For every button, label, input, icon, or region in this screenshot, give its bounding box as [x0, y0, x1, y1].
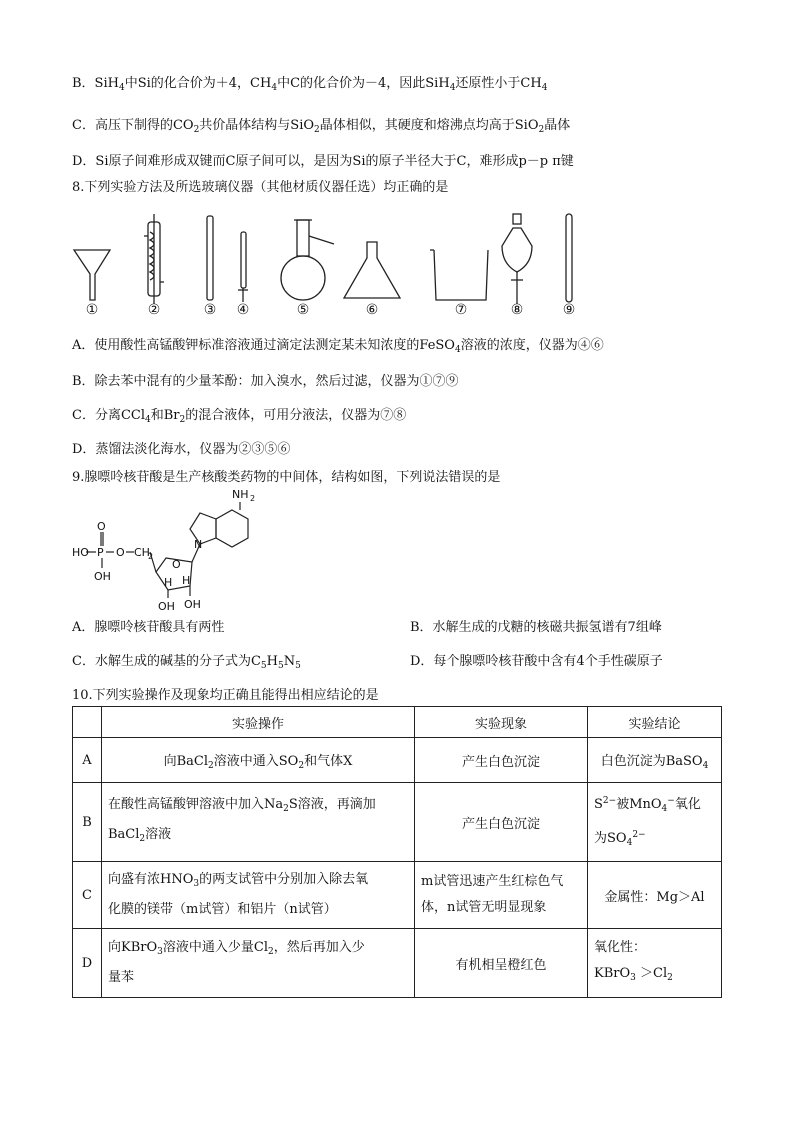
burette-icon — [238, 232, 248, 302]
distillation-flask-icon — [281, 220, 334, 300]
q8-stem: 8.下列实验方法及所选玻璃仪器（其他材质仪器任选）均正确的是 — [72, 180, 449, 195]
glass-tube-icon — [207, 216, 213, 300]
q9-option-a: A．腺嘌呤核苷酸具有两性 — [72, 620, 225, 635]
apparatus-label: ⑤ — [296, 302, 310, 318]
svg-text:HO: HO — [72, 546, 89, 559]
apparatus-label: ⑥ — [365, 302, 379, 318]
experiment-table — [72, 706, 722, 998]
q9-stem: 9.腺嘌呤核苷酸是生产核酸类药物的中间体，结构如图，下列说法错误的是 — [72, 470, 501, 485]
apparatus-label: ⑨ — [562, 302, 576, 318]
q8-option-d: D．蒸馏法淡化海水，仪器为②③⑤⑥ — [72, 442, 291, 457]
q10-stem: 10.下列实验操作及现象均正确且能得出相应结论的是 — [72, 688, 379, 703]
q9-option-c: C．水解生成的碱基的分子式为$C_5H_5N_5$ — [72, 654, 301, 671]
apparatus-label: ① — [85, 302, 99, 318]
molecule-structure — [72, 486, 256, 614]
apparatus-label: ② — [147, 302, 161, 318]
svg-text:OH: OH — [184, 598, 201, 611]
svg-text:O: O — [116, 546, 125, 559]
table-row: D 向KBrO$_3$溶液中通入少量$Cl_2$，然后再加入少 量苯 有机相呈橙红色 氧化性： KBrO$_3$ $>Cl_2$ — [73, 929, 722, 998]
q9-option-b: B．水解生成的戊糖的核磁共振氢谱有7组峰 — [410, 620, 662, 635]
apparatus-figure — [72, 206, 592, 316]
q7-option-c: C．高压下制得的$CO_2$共价晶体结构与SiO$_2$晶体相似，其硬度和熔沸点均高于SiO$_2$晶体 — [72, 118, 571, 135]
q7-option-d: D．Si原子间难形成双键而C原子间可以，是因为Si的原子半径大于C，难形成p－p π键 — [72, 154, 574, 169]
svg-text:CH: CH — [134, 546, 150, 559]
svg-text:OH: OH — [158, 600, 175, 613]
svg-text:P: P — [97, 546, 104, 559]
table-row: A 向BaCl$_2$溶液中通入$SO_2$和气体X 产生白色沉淀 白色沉淀为BaSO$_4$ — [73, 738, 722, 783]
header-operation: 实验操作 — [102, 707, 415, 738]
apparatus-label: ⑦ — [454, 302, 468, 318]
q8-option-c: C．分离CCl$_4$和$Br_2$的混合液体，可用分液法，仪器为⑦⑧ — [72, 408, 407, 425]
header-conclusion: 实验结论 — [588, 707, 722, 738]
svg-text:2: 2 — [148, 552, 154, 561]
table-row: C 向盛有浓$HNO_3$的两支试管中分别加入除去氧 化膜的镁带（m试管）和铝片（n试管） m试管迅速产生红棕色气 体，n试管无明显现象 金属性：Mg＞Al — [73, 862, 722, 929]
glass-rod-icon — [566, 214, 572, 302]
table-row: B 在酸性高锰酸钾溶液中加入$Na_2S$溶液，再滴加 BaCl$_2$溶液 产生白色沉淀 $S^{2-}$被MnO$_4$−氧化 为$SO_4^{2-}$ — [73, 783, 722, 862]
apparatus-label: ④ — [236, 302, 250, 318]
q7-option-b: B．SiH$_4$中Si的化合价为＋4，$CH_4$中C的化合价为－4，因此SiH$_4$还原性小于$CH_4$ — [72, 76, 548, 93]
conical-flask-icon — [344, 242, 400, 298]
svg-text:O: O — [172, 558, 181, 571]
svg-text:OH: OH — [94, 570, 111, 583]
header-phenomenon: 实验现象 — [415, 707, 588, 738]
q9-option-d: D．每个腺嘌呤核苷酸中含有4个手性碳原子 — [410, 654, 663, 669]
condenser-icon — [144, 214, 164, 304]
svg-text:2: 2 — [250, 494, 256, 503]
apparatus-label: ⑧ — [510, 302, 524, 318]
beaker-icon — [430, 250, 488, 300]
funnel-icon — [74, 250, 110, 300]
svg-text:H: H — [182, 574, 191, 587]
q8-option-b: B．除去苯中混有的少量苯酚：加入溴水，然后过滤，仪器为①⑦⑨ — [72, 374, 459, 389]
separatory-funnel-icon — [502, 214, 532, 304]
svg-text:O: O — [97, 520, 106, 533]
q8-option-a: A．使用酸性高锰酸钾标准溶液通过滴定法测定某未知浓度的FeSO$_4$溶液的浓度，仪器为④⑥ — [72, 338, 604, 355]
apparatus-label: ③ — [203, 302, 217, 318]
svg-text:H: H — [164, 576, 173, 589]
svg-text:NH: NH — [232, 488, 249, 501]
svg-text:N: N — [194, 538, 203, 551]
